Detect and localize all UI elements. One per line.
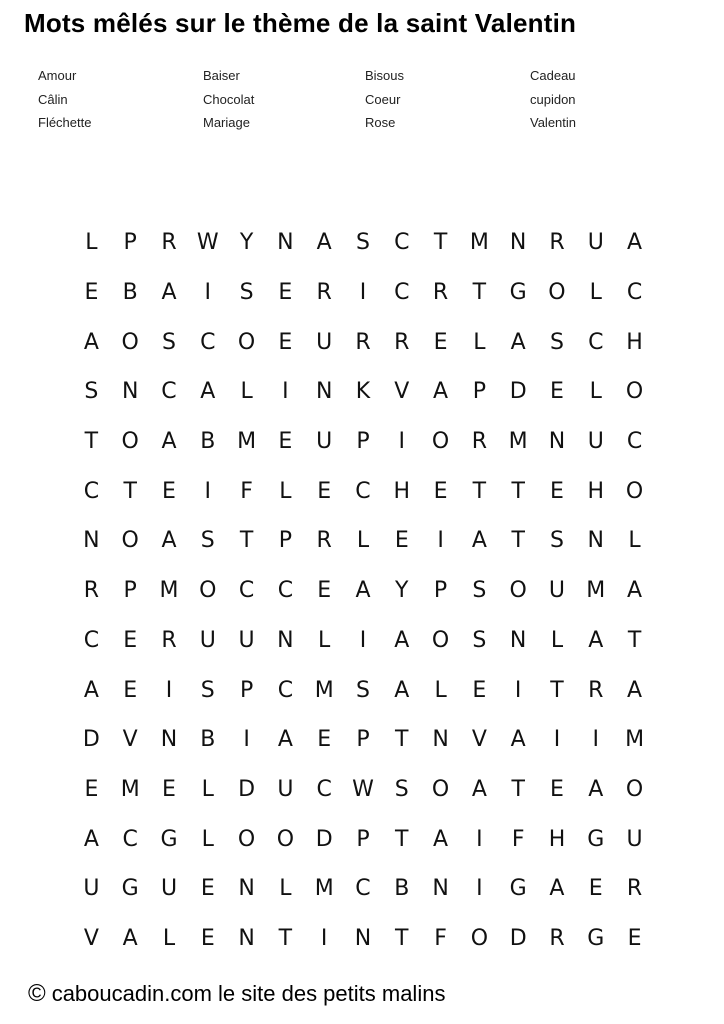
grid-letter: R (471, 429, 488, 455)
grid-letter: B (200, 727, 216, 753)
grid-letter: A (316, 230, 332, 256)
grid-letter: N (238, 876, 255, 902)
grid-letter: M (237, 429, 257, 455)
grid-letter: O (470, 925, 489, 951)
grid-letter: A (122, 925, 138, 951)
grid-letter: Y (239, 230, 254, 256)
grid-letter: T (395, 826, 409, 852)
grid-letter: S (355, 230, 370, 256)
grid-letter: P (123, 578, 137, 604)
grid-letter: B (200, 429, 216, 455)
grid-letter: E (123, 627, 138, 653)
grid-letter: L (162, 925, 176, 951)
grid-letter: A (588, 627, 604, 653)
grid-letter: N (277, 627, 294, 653)
grid-letter: R (549, 925, 565, 951)
grid-letter: E (550, 379, 564, 405)
grid-letter: T (123, 478, 137, 504)
footer-text: caboucadin.com le site des petits malins (51, 981, 446, 1006)
grid-letter: C (355, 876, 371, 902)
grid-letter: A (161, 429, 177, 455)
grid-letter: H (626, 329, 643, 355)
grid-letter: S (200, 677, 215, 703)
grid-letter: O (121, 429, 139, 455)
grid-letter: L (434, 677, 447, 703)
grid-letter: E (200, 876, 215, 902)
word-list (38, 68, 658, 139)
grid-letter: I (204, 280, 212, 306)
grid-letter: I (398, 429, 406, 455)
grid-letter: Y (395, 578, 409, 604)
grid-letter: P (356, 429, 370, 455)
grid-letter: L (318, 627, 331, 653)
grid-letter: C (83, 627, 100, 653)
grid-letter: E (84, 776, 99, 802)
grid-letter: C (238, 578, 255, 604)
grid-letter: H (548, 826, 566, 852)
word-list-item: Rose (365, 115, 396, 130)
grid-letter: A (433, 826, 449, 852)
grid-letter: L (589, 379, 602, 405)
word-list-item: Fléchette (38, 115, 92, 130)
grid-letter: M (508, 429, 528, 455)
grid-letter: O (237, 826, 256, 852)
grid-letter: L (550, 627, 564, 653)
word-list-item: Bisous (365, 68, 405, 83)
grid-letter: U (83, 876, 100, 902)
grid-letter: E (317, 478, 332, 504)
grid-letter: L (279, 478, 292, 504)
grid-letter: O (548, 280, 566, 306)
grid-letter: E (84, 280, 99, 306)
grid-letter: R (161, 230, 177, 256)
grid-letter: T (239, 528, 254, 554)
grid-letter: E (278, 329, 293, 355)
grid-letter: E (162, 776, 176, 802)
grid-letter: C (626, 280, 643, 306)
grid-letter: A (510, 727, 526, 753)
grid-letter: I (165, 677, 173, 703)
grid-letter: N (315, 379, 333, 405)
grid-letter: S (549, 528, 564, 554)
word-list-item: cupidon (530, 91, 576, 107)
grid-letter: N (587, 528, 604, 554)
grid-letter: O (625, 478, 644, 504)
grid-letter: M (314, 876, 334, 902)
grid-letter: O (625, 379, 644, 405)
grid-letter: N (354, 925, 372, 951)
grid-letter: O (431, 429, 450, 455)
grid-letter: P (433, 578, 448, 604)
grid-letter: C (626, 429, 643, 455)
grid-letter: A (355, 578, 371, 604)
grid-letter: E (550, 776, 564, 802)
grid-letter: U (587, 429, 604, 455)
grid-letter: O (431, 627, 450, 653)
word-list-item: Câlin (38, 91, 68, 107)
grid-letter: N (548, 429, 566, 455)
grid-letter: E (433, 478, 448, 504)
grid-letter: G (121, 876, 139, 902)
grid-letter: O (625, 776, 644, 802)
grid-letter: N (509, 230, 527, 256)
grid-letter: I (553, 727, 561, 753)
grid-letter: A (161, 280, 177, 306)
grid-letter: A (83, 329, 99, 355)
copyright-icon: © (28, 980, 46, 1007)
grid-letter: U (238, 627, 255, 653)
grid-letter: A (588, 776, 604, 802)
grid-letter: P (356, 727, 370, 753)
grid-letter: T (278, 925, 293, 951)
grid-letter: L (201, 826, 214, 852)
grid-letter: G (587, 925, 605, 951)
grid-letter: O (199, 578, 217, 604)
grid-letter: I (204, 478, 212, 504)
grid-letter: C (122, 826, 138, 852)
grid-letter: G (509, 280, 527, 306)
grid-letter: R (549, 230, 565, 256)
grid-letter: M (586, 578, 606, 604)
grid-letter: U (316, 429, 333, 455)
grid-letter: S (84, 379, 99, 405)
grid-letter: L (240, 379, 253, 405)
grid-letter: E (278, 429, 293, 455)
grid-letter: A (471, 528, 487, 554)
grid-letter: P (278, 528, 293, 554)
grid-letter: H (587, 478, 605, 504)
grid-letter: E (123, 677, 138, 703)
grid-letter: E (278, 280, 293, 306)
grid-letter: C (200, 329, 216, 355)
grid-letter: W (352, 776, 374, 802)
grid-letter: P (356, 826, 370, 852)
grid-letter: U (160, 876, 178, 902)
grid-letter: P (472, 379, 486, 405)
letter-grid (72, 218, 654, 963)
grid-letter: N (509, 627, 527, 653)
grid-letter: O (237, 329, 256, 355)
grid-letter: O (121, 528, 139, 554)
grid-letter: C (161, 379, 177, 405)
grid-letter: C (316, 776, 332, 802)
grid-letter: V (83, 925, 99, 951)
grid-letter: F (240, 478, 253, 504)
grid-letter: T (84, 429, 99, 455)
grid-letter: A (433, 379, 449, 405)
grid-letter: I (514, 677, 522, 703)
grid-letter: R (355, 329, 371, 355)
grid-letter: V (394, 379, 410, 405)
grid-letter: T (550, 677, 564, 703)
grid-letter: E (317, 578, 332, 604)
grid-letter: O (121, 329, 139, 355)
grid-letter: I (282, 379, 289, 405)
word-list-item: Cadeau (530, 68, 576, 83)
grid-letter: A (394, 627, 410, 653)
grid-letter: M (159, 578, 179, 604)
grid-letter: U (316, 329, 333, 355)
grid-letter: U (199, 627, 216, 653)
grid-letter: I (476, 876, 483, 902)
grid-letter: G (160, 826, 178, 852)
grid-letter: C (588, 329, 604, 355)
grid-letter: D (82, 727, 100, 753)
grid-letter: D (315, 826, 333, 852)
grid-letter: L (473, 329, 486, 355)
grid-letter: C (394, 280, 410, 306)
grid-letter: T (395, 925, 409, 951)
grid-letter: R (316, 528, 332, 554)
grid-letter: A (510, 329, 526, 355)
grid-letter: S (162, 329, 176, 355)
grid-letter: T (511, 776, 525, 802)
word-list-item: Amour (38, 68, 77, 83)
grid-letter: A (549, 876, 565, 902)
grid-letter: L (589, 280, 602, 306)
grid-letter: C (277, 677, 294, 703)
grid-letter: E (162, 478, 176, 504)
grid-letter: L (279, 876, 292, 902)
grid-letter: E (472, 677, 487, 703)
grid-letter: I (320, 925, 328, 951)
grid-letter: U (277, 776, 294, 802)
grid-letter: R (588, 677, 604, 703)
word-list-item: Chocolat (203, 91, 255, 107)
grid-letter: D (509, 925, 527, 951)
grid-letter: D (238, 776, 256, 802)
grid-letter: E (550, 478, 564, 504)
grid-letter: M (625, 727, 645, 753)
grid-letter: E (588, 876, 603, 902)
grid-letter: O (509, 578, 527, 604)
grid-letter: P (123, 230, 137, 256)
grid-letter: N (277, 230, 294, 256)
grid-letter: N (160, 727, 178, 753)
grid-letter: R (394, 329, 410, 355)
grid-letter: N (432, 876, 449, 902)
grid-letter: A (471, 776, 487, 802)
grid-letter: W (196, 230, 219, 256)
grid-letter: F (511, 826, 525, 852)
grid-letter: C (277, 578, 294, 604)
grid-letter: L (85, 230, 98, 256)
grid-letter: I (243, 727, 250, 753)
grid-letter: N (83, 528, 100, 554)
grid-letter: P (239, 677, 254, 703)
grid-letter: S (472, 627, 487, 653)
grid-letter: S (239, 280, 254, 306)
grid-letter: O (431, 776, 450, 802)
grid-letter: E (317, 727, 332, 753)
grid-letter: S (200, 528, 215, 554)
grid-letter: U (626, 826, 643, 852)
grid-letter: A (83, 677, 99, 703)
grid-letter: E (394, 528, 409, 554)
grid-letter: I (592, 727, 599, 753)
grid-letter: L (356, 528, 370, 554)
grid-letter: N (432, 727, 449, 753)
grid-letter: H (393, 478, 411, 504)
grid-letter: U (587, 230, 604, 256)
grid-letter: A (394, 677, 410, 703)
grid-letter: M (120, 776, 140, 802)
grid-letter: R (432, 280, 449, 306)
grid-letter: C (394, 230, 410, 256)
grid-letter: L (201, 776, 214, 802)
grid-letter: F (434, 925, 447, 951)
word-list-item: Valentin (530, 115, 577, 130)
grid-letter: I (437, 528, 444, 554)
grid-letter: C (355, 478, 371, 504)
grid-letter: B (122, 280, 138, 306)
grid-letter: K (355, 379, 371, 405)
grid-letter: E (433, 329, 448, 355)
grid-letter: T (511, 528, 525, 554)
grid-letter: M (469, 230, 489, 256)
grid-letter: N (238, 925, 255, 951)
grid-letter: D (509, 379, 527, 405)
grid-letter: O (276, 826, 295, 852)
grid-letter: C (83, 478, 100, 504)
grid-letter: G (587, 826, 605, 852)
grid-letter: R (161, 627, 177, 653)
grid-letter: T (511, 478, 525, 504)
grid-letter: A (277, 727, 293, 753)
grid-letter: S (355, 677, 370, 703)
grid-letter: R (316, 280, 332, 306)
grid-letter: S (472, 578, 487, 604)
footer (28, 981, 445, 1007)
grid-letter: A (200, 379, 216, 405)
grid-letter: A (83, 826, 99, 852)
grid-letter: T (472, 280, 487, 306)
grid-letter: L (628, 528, 641, 554)
grid-letter: U (548, 578, 566, 604)
grid-letter: G (509, 876, 527, 902)
grid-letter: R (83, 578, 100, 604)
word-list-item: Mariage (203, 115, 250, 130)
grid-letter: A (161, 528, 177, 554)
grid-letter: N (121, 379, 139, 405)
grid-letter: T (472, 478, 487, 504)
word-list-item: Coeur (365, 91, 401, 107)
grid-letter: M (314, 677, 334, 703)
grid-letter: E (200, 925, 215, 951)
grid-letter: A (627, 230, 643, 256)
grid-letter: I (359, 280, 367, 306)
grid-letter: I (476, 826, 483, 852)
grid-letter: A (627, 677, 643, 703)
grid-letter: R (626, 876, 643, 902)
grid-letter: I (359, 627, 367, 653)
grid-letter: T (627, 627, 642, 653)
grid-letter: T (433, 230, 448, 256)
grid-letter: B (394, 876, 410, 902)
grid-letter: S (394, 776, 409, 802)
page-title: Mots mêlés sur le thème de la saint Valentin (24, 8, 577, 38)
grid-letter: E (627, 925, 642, 951)
grid-letter: V (471, 727, 487, 753)
grid-letter: V (122, 727, 138, 753)
grid-letter: S (549, 329, 564, 355)
word-list-item: Baiser (203, 68, 240, 83)
grid-letter: A (627, 578, 643, 604)
grid-letter: T (395, 727, 409, 753)
